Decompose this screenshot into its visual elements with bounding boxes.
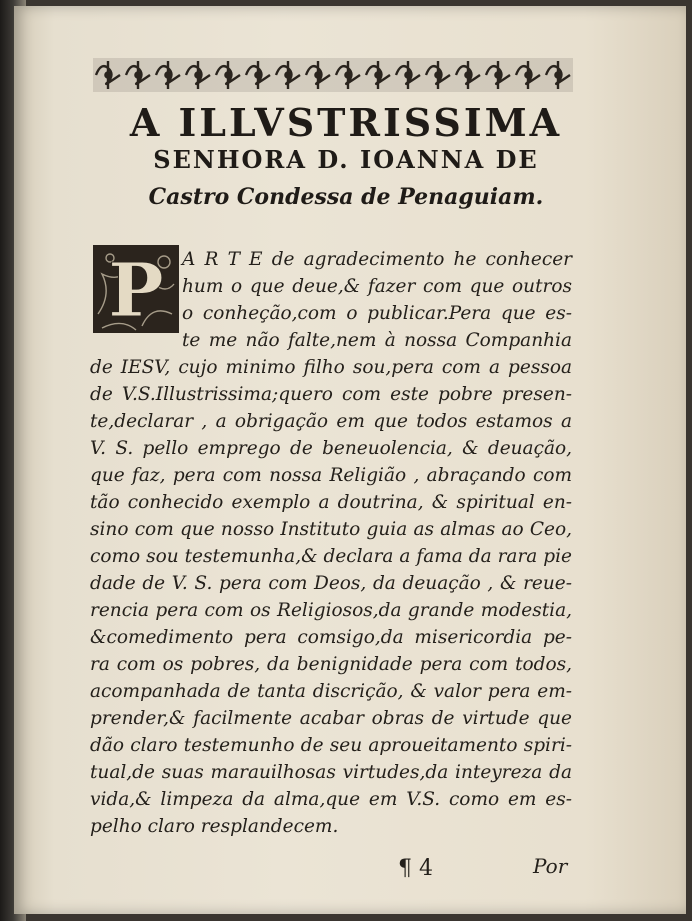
body-line: o conheção,com o publicar.Pera que es- xyxy=(182,303,572,324)
ornament-dot xyxy=(375,72,380,77)
ornament-dot xyxy=(555,72,560,77)
body-line: &comedimento pera comsigo,da misericordia pe- xyxy=(90,627,572,648)
body-line: vida,& limpeza da alma,que em V.S. como em es- xyxy=(90,789,572,810)
body-line: pelho claro resplandecem. xyxy=(90,816,339,837)
ornament-dot xyxy=(525,72,530,77)
ornamental-border-band xyxy=(93,58,573,92)
drop-cap-letter: P xyxy=(108,248,164,334)
ornament-dot xyxy=(315,72,320,77)
ornament-dot xyxy=(165,72,170,77)
decorated-drop-cap xyxy=(92,244,180,334)
ornament-dot xyxy=(285,72,290,77)
body-line: ra com os pobres, da benignidade pera com todos, xyxy=(90,654,572,675)
body-line: sino com que nosso Instituto guia as almas ao Ceo, xyxy=(90,519,572,540)
ornament-dot xyxy=(255,72,260,77)
body-line: dão claro testemunho de seu aproueitamento spiri- xyxy=(90,735,572,756)
body-line: dade de V. S. pera com Deos, da deuação , & reue- xyxy=(90,573,572,594)
heading-line-2: SENHORA D. IOANNA DE xyxy=(153,145,539,174)
body-line: de IESV, cujo minimo filho sou,pera com a pessoa xyxy=(90,357,572,378)
body-line: rencia pera com os Religiosos,da grande modestia, xyxy=(90,600,572,621)
signature-mark: ¶ 4 xyxy=(398,856,433,881)
body-line: tual,de suas marauilhosas virtudes,da inteyreza da xyxy=(90,762,572,783)
ornament-dot xyxy=(105,72,110,77)
heading-line-3: Castro Condessa de Penaguiam. xyxy=(148,184,544,210)
body-line: te me não falte,nem à nossa Companhia xyxy=(182,330,572,351)
ornament-dot xyxy=(435,72,440,77)
body-line: prender,& facilmente acabar obras de virtude que xyxy=(90,708,572,729)
body-line: de V.S.Illustrissima;quero com este pobre presen- xyxy=(90,384,572,405)
ornament-dot xyxy=(405,72,410,77)
body-line: acompanhada de tanta discrição, & valor pera em- xyxy=(90,681,572,702)
body-line: A R T E de agradecimento he conhecer xyxy=(182,249,572,270)
ornament-dot xyxy=(195,72,200,77)
body-line: hum o que deue,& fazer com que outros xyxy=(182,276,572,297)
body-line: tão conhecido exemplo a doutrina, & spiritual en- xyxy=(90,492,572,513)
body-line: V. S. pello emprego de beneuolencia, & deuação, xyxy=(90,438,572,459)
ornament-dot xyxy=(225,72,230,77)
ornament-dot xyxy=(465,72,470,77)
body-line: que faz, pera com nossa Religião , abraçando com xyxy=(90,465,572,486)
ornament-dot xyxy=(135,72,140,77)
body-line: como sou testemunha,& declara a fama da rara pie xyxy=(90,546,572,567)
catchword: Por xyxy=(533,854,568,878)
ornament-dot xyxy=(345,72,350,77)
heading-line-1: A ILLVSTRISSIMA xyxy=(129,100,563,145)
body-line: te,declarar , a obrigação em que todos estamos a xyxy=(90,411,572,432)
ornament-dot xyxy=(495,72,500,77)
